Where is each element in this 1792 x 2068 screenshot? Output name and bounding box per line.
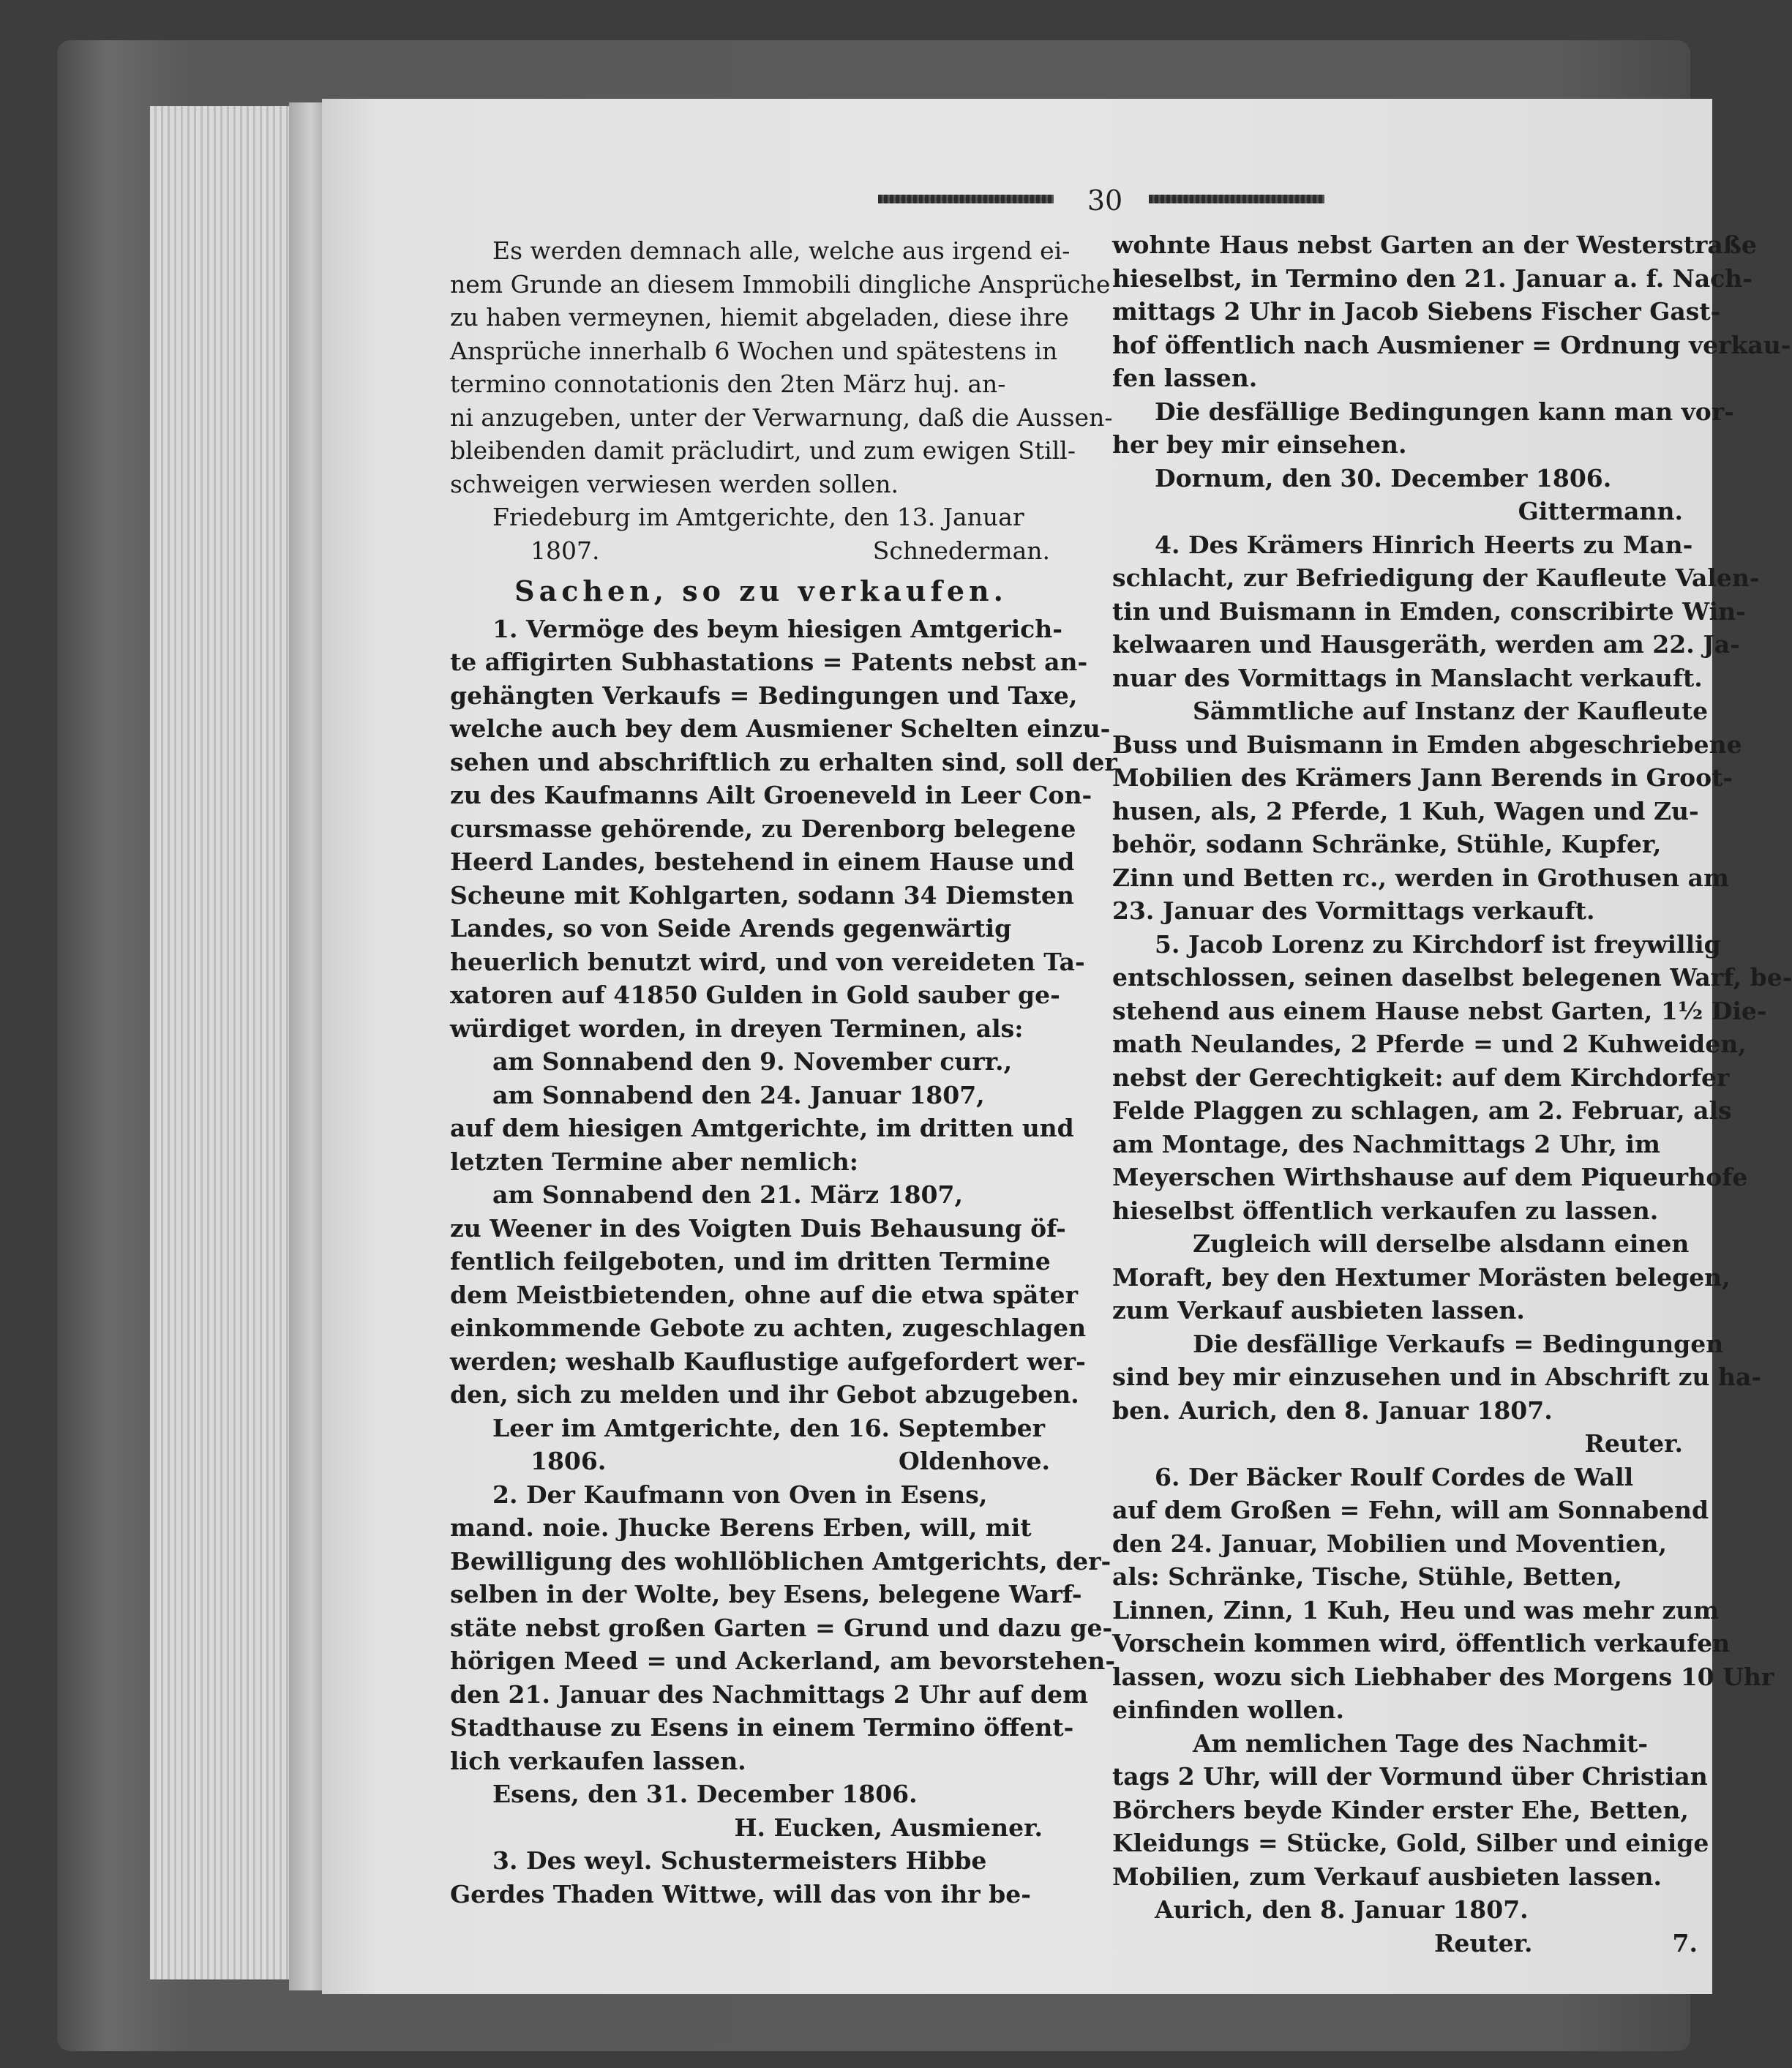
- text-line: Ansprüche innerhalb 6 Wochen und spätestens in: [450, 336, 1058, 365]
- text-line: sind bey mir einzusehen und in Abschrift zu ha-: [1112, 1363, 1762, 1391]
- text-line: würdiget worden, in dreyen Terminen, als:: [450, 1014, 1024, 1043]
- text-line: selben in der Wolte, bey Esens, belegene Warf-: [450, 1580, 1082, 1608]
- signer: H. Eucken, Ausmiener.: [734, 1813, 1043, 1842]
- text-line: Vorschein kommen wird, öffentlich verkaufen: [1112, 1629, 1731, 1657]
- right-column: [1112, 228, 1792, 1960]
- signer: Schnederman.: [872, 536, 1050, 565]
- text-line: auf dem Großen = Fehn, will am Sonnabend: [1112, 1496, 1709, 1524]
- text-line: werden; weshalb Kauflustige aufgefordert wer-: [450, 1346, 1086, 1376]
- left-column: [450, 234, 1117, 1911]
- text-line: Sämmtliche auf Instanz der Kaufleute: [1193, 697, 1709, 725]
- text-line: zu des Kaufmanns Ailt Groeneveld in Leer Con-: [450, 781, 1092, 809]
- signature-line: [450, 534, 1072, 568]
- text-line: hof öffentlich nach Ausmiener = Ordnung verkau-: [1112, 330, 1791, 359]
- text-line: ben. Aurich, den 8. Januar 1807.: [1112, 1395, 1553, 1425]
- header-rule-right: [1149, 195, 1324, 203]
- text-line: 6. Der Bäcker Roulf Cordes de Wall: [1155, 1462, 1634, 1491]
- notice-5: [1112, 928, 1792, 1461]
- text-line: lassen, wozu sich Liebhaber des Morgens 10 Uhr: [1112, 1662, 1774, 1691]
- notice-2: [450, 1478, 1116, 1845]
- text-line: zu haben vermeynen, hiemit abgeladen, diese ihre: [450, 303, 1069, 331]
- text-line: gehängten Verkaufs = Bedingungen und Taxe,: [450, 681, 1078, 710]
- text-line: Zugleich will derselbe alsdann einen: [1193, 1229, 1690, 1258]
- text-line: termino connotationis den 2ten März huj. an-: [450, 370, 1006, 398]
- text-line: nem Grunde an diesem Immobili dingliche Ansprüche: [450, 269, 1111, 299]
- text-line: heuerlich benutzt wird, und von vereideten Ta-: [450, 947, 1085, 976]
- text-line: ni anzugeben, unter der Verwarnung, daß die Aussen-: [450, 402, 1113, 432]
- text-line: schlacht, zur Befriedigung der Kaufleute Valen-: [1112, 563, 1760, 592]
- text-line: Bewilligung des wohllöblichen Amtgerichts, der-: [450, 1546, 1111, 1576]
- notice-3: [450, 1844, 1072, 1911]
- notice-4: [1112, 528, 1760, 928]
- text-line: stehend aus einem Hause nebst Garten, 1½ Die-: [1112, 996, 1767, 1025]
- text-line: 5. Jacob Lorenz zu Kirchdorf ist freywillig: [1155, 929, 1721, 959]
- text-line: den, sich zu melden und ihr Gebot abzugeben.: [450, 1380, 1079, 1409]
- notice-6: [1112, 1461, 1774, 1960]
- header-rule-left: [878, 195, 1054, 203]
- text-line: tin und Buismann in Emden, conscribirte Win-: [1112, 596, 1746, 626]
- text-line: 3. Des weyl. Schustermeisters Hibbe: [492, 1846, 987, 1875]
- text-line: Mobilien, zum Verkauf ausbieten lassen.: [1112, 1862, 1662, 1891]
- text-line: husen, als, 2 Pferde, 1 Kuh, Wagen und Zu-: [1112, 796, 1699, 825]
- signer: Oldenhove.: [898, 1447, 1050, 1475]
- text-line: her bey mir einsehen.: [1112, 430, 1407, 459]
- text-line: den 24. Januar, Mobilien und Moventien,: [1112, 1529, 1667, 1558]
- text-line: 1. Vermöge des beym hiesigen Amtgerich-: [492, 614, 1062, 643]
- text-line: mand. noie. Jhucke Berens Erben, will, mit: [450, 1513, 1032, 1542]
- dateline: Dornum, den 30. December 1806.: [1155, 463, 1612, 492]
- text-line: auf dem hiesigen Amtgerichte, im dritten und: [450, 1114, 1074, 1142]
- text-line: Landes, so von Seide Arends gegenwärtig: [450, 914, 1012, 943]
- text-line: einfinden wollen.: [1112, 1696, 1345, 1724]
- text-line: 2. Der Kaufmann von Oven in Esens,: [492, 1480, 988, 1509]
- text-line: Zinn und Betten rc., werden in Grothusen am: [1112, 863, 1729, 892]
- text-line: zu Weener in des Voigten Duis Behausung öf-: [450, 1213, 1066, 1243]
- dateline: Friedeburg im Amtgerichte, den 13. Januar: [492, 503, 1024, 531]
- signer: Reuter.: [1584, 1429, 1683, 1458]
- text-line: 4. Des Krämers Hinrich Heerts zu Man-: [1155, 530, 1693, 559]
- text-line: Mobilien des Krämers Jann Berends in Groot-: [1112, 763, 1733, 792]
- dateline: Aurich, den 8. Januar 1807.: [1155, 1895, 1529, 1924]
- text-line: Felde Plaggen zu schlagen, am 2. Februar, als: [1112, 1096, 1732, 1125]
- text-line: den 21. Januar des Nachmittags 2 Uhr auf dem: [450, 1679, 1089, 1709]
- text-line: sehen und abschriftlich zu erhalten sind, soll der: [450, 747, 1117, 776]
- text-line: welche auch bey dem Ausmiener Schelten einzu-: [450, 714, 1111, 743]
- text-line: entschlossen, seinen daselbst belegenen Warf, be-: [1112, 963, 1792, 992]
- dateline: Esens, den 31. December 1806.: [492, 1780, 918, 1808]
- year: 1807.: [531, 536, 600, 565]
- text-line: wohnte Haus nebst Garten an der Westerstraße: [1112, 231, 1757, 259]
- text-line: am Sonnabend den 21. März 1807,: [492, 1180, 963, 1209]
- text-line: Moraft, bey den Hextumer Morästen belegen,: [1112, 1262, 1731, 1292]
- notice-3-continued: [1112, 228, 1791, 528]
- text-line: Scheune mit Kohlgarten, sodann 34 Diemsten: [450, 880, 1074, 910]
- text-line: cursmasse gehörende, zu Derenborg belegene: [450, 814, 1076, 843]
- text-line: fentlich feilgeboten, und im dritten Termine: [450, 1247, 1051, 1275]
- text-line: zum Verkauf ausbieten lassen.: [1112, 1296, 1525, 1325]
- text-line: Meyerschen Wirthshause auf dem Piqueurhofe: [1112, 1163, 1748, 1191]
- text-line: Linnen, Zinn, 1 Kuh, Heu und was mehr zum: [1112, 1595, 1720, 1625]
- year: 1806.: [531, 1447, 607, 1475]
- text-line: te affigirten Subhastations = Patents nebst an-: [450, 648, 1088, 676]
- text-line: am Sonnabend den 9. November curr.,: [492, 1047, 1013, 1076]
- text-line: schweigen verwiesen werden sollen.: [450, 469, 899, 498]
- text-line: stäte nebst großen Garten = Grund und dazu ge-: [450, 1613, 1113, 1642]
- text-line: als: Schränke, Tische, Stühle, Betten,: [1112, 1562, 1622, 1591]
- text-line: einkommende Gebote zu achten, zugeschlagen: [450, 1314, 1087, 1342]
- signature-line: [1112, 1927, 1712, 1960]
- text-line: Gerdes Thaden Wittwe, will das von ihr be-: [450, 1879, 1031, 1908]
- catchword: 7.: [1672, 1928, 1698, 1958]
- text-line: Börchers beyde Kinder erster Ehe, Betten,: [1112, 1795, 1689, 1824]
- signer: Gittermann.: [1518, 497, 1683, 525]
- text-line: mittags 2 Uhr in Jacob Siebens Fischer Gast-: [1112, 297, 1721, 326]
- text-line: xatoren auf 41850 Gulden in Gold sauber ge-: [450, 981, 1060, 1009]
- dateline: Leer im Amtgerichte, den 16. September: [492, 1413, 1046, 1442]
- text-line: dem Meistbietenden, ohne auf die etwa später: [450, 1280, 1079, 1309]
- text-line: 23. Januar des Vormittags verkauft.: [1112, 896, 1595, 925]
- text-line: hieselbst öffentlich verkaufen zu lassen.: [1112, 1196, 1659, 1225]
- text-line: Die desfällige Bedingungen kann man vor-: [1155, 397, 1734, 426]
- text-line: Es werden demnach alle, welche aus irgend ei-: [492, 236, 1071, 265]
- text-line: am Sonnabend den 24. Januar 1807,: [492, 1080, 985, 1109]
- text-line: nebst der Gerechtigkeit: auf dem Kirchdorfer: [1112, 1063, 1730, 1092]
- signer: Reuter.: [1434, 1928, 1533, 1958]
- text-line: Die desfällige Verkaufs = Bedingungen: [1193, 1329, 1724, 1358]
- text-line: hieselbst, in Termino den 21. Januar a. f. Nach-: [1112, 263, 1752, 293]
- text-line: Stadthause zu Esens in einem Termino öffent-: [450, 1713, 1074, 1742]
- text-line: hörigen Meed = und Ackerland, am bevorstehen-: [450, 1646, 1116, 1675]
- text-line: math Neulandes, 2 Pferde = und 2 Kuhweiden,: [1112, 1030, 1747, 1058]
- text-line: tags 2 Uhr, will der Vormund über Christian: [1112, 1762, 1708, 1791]
- text-line: bleibenden damit präcludirt, und zum ewigen Still-: [450, 436, 1076, 465]
- text-line: Heerd Landes, bestehend in einem Hause und: [450, 847, 1075, 876]
- text-line: nuar des Vormittags in Manslacht verkauft.: [1112, 663, 1703, 692]
- text-line: am Montage, des Nachmittags 2 Uhr, im: [1112, 1129, 1660, 1158]
- section-heading: Sachen, so zu verkaufen.: [514, 574, 1008, 607]
- text-line: Am nemlichen Tage des Nachmit-: [1193, 1728, 1649, 1758]
- text-line: lich verkaufen lassen.: [450, 1746, 746, 1775]
- text-line: kelwaaren und Hausgeräth, werden am 22. Ja-: [1112, 630, 1740, 659]
- text-line: behör, sodann Schränke, Stühle, Kupfer,: [1112, 830, 1662, 858]
- page-header: [878, 184, 1317, 217]
- notice-1: [450, 612, 1117, 1478]
- text-line: letzten Termine aber nemlich:: [450, 1147, 858, 1176]
- text-line: Buss und Buismann in Emden abgeschriebene: [1112, 730, 1742, 759]
- text-line: Kleidungs = Stücke, Gold, Silber und einige: [1112, 1829, 1709, 1857]
- text-line: fen lassen.: [1112, 364, 1258, 392]
- intro-paragraph: [450, 234, 1113, 501]
- page-number: 30: [1087, 184, 1123, 217]
- signature-line: [450, 1445, 1072, 1478]
